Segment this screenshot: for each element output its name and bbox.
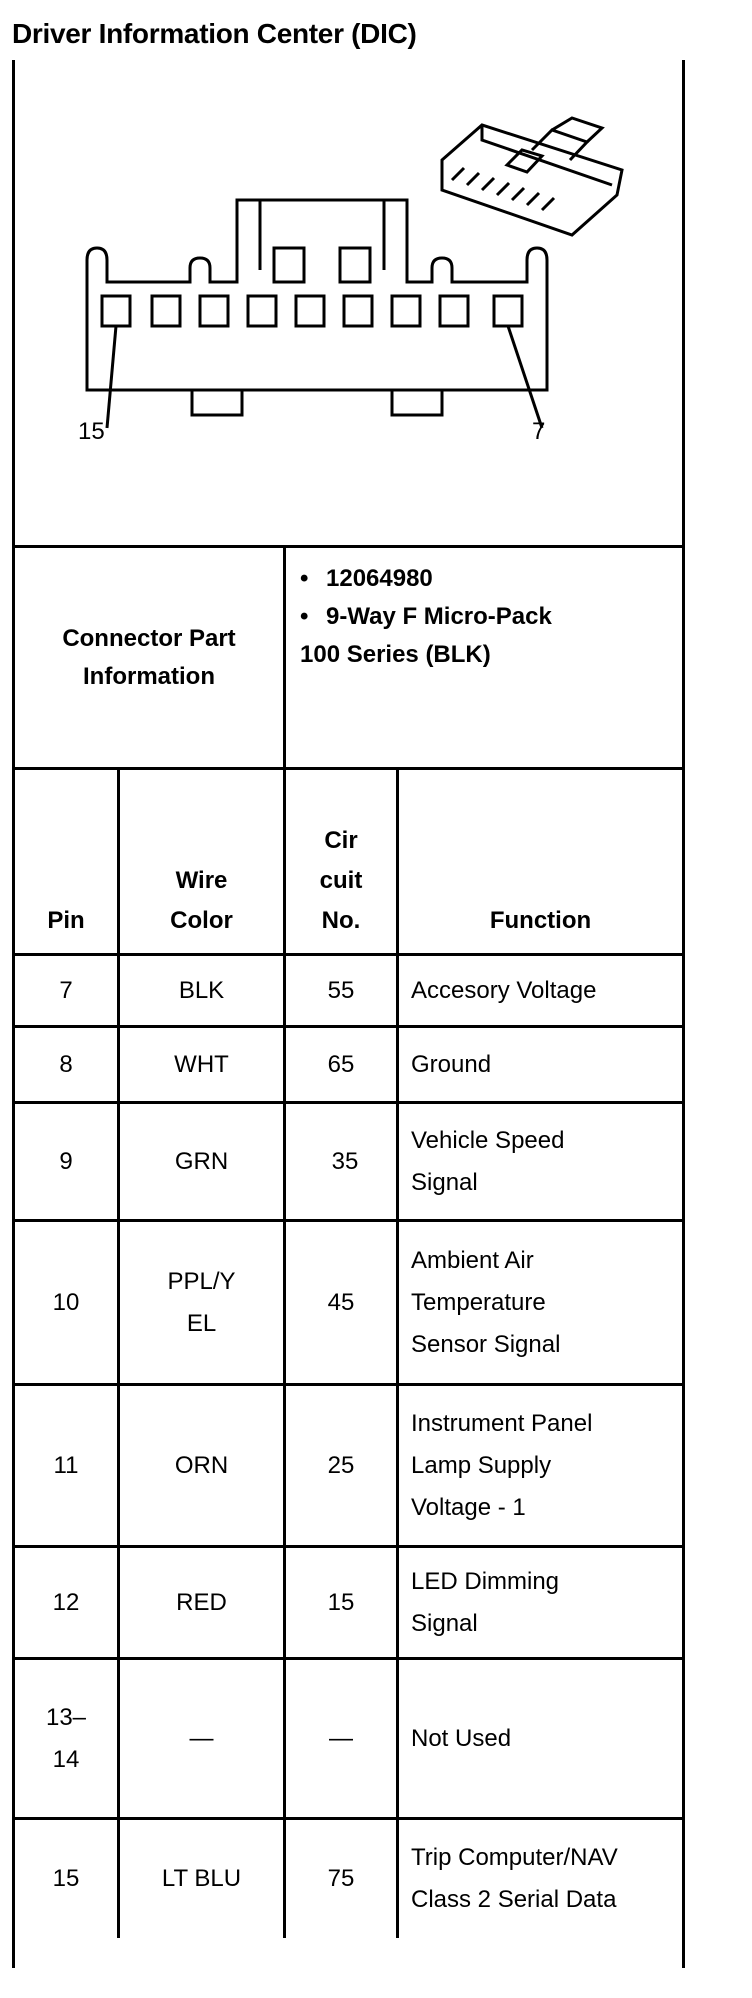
connector-type: 9-Way F Micro-Pack <box>326 603 552 630</box>
wire-cell: WHT <box>120 1028 286 1101</box>
page-title: Driver Information Center (DIC) <box>12 18 417 49</box>
circuit-cell: — <box>286 1660 399 1817</box>
circuit-cell: 55 <box>286 956 399 1025</box>
function-text: Instrument Panel Lamp Supply Voltage - 1 <box>411 1409 593 1521</box>
wire-cell <box>120 1222 286 1383</box>
header-wire-color-text: Wire Color <box>170 867 233 934</box>
connector-type-row <box>286 598 681 636</box>
pin-cell: 12 <box>12 1548 120 1657</box>
connector-diagram <box>12 60 685 548</box>
function-text: LED Dimming Signal <box>411 1567 560 1637</box>
connector-illustration <box>12 60 685 548</box>
function-cell <box>399 1386 685 1545</box>
circuit-cell: 25 <box>286 1386 399 1545</box>
function-cell <box>399 1548 685 1657</box>
function-text: Trip Computer/NAV Class 2 Serial Data <box>411 1844 618 1913</box>
wire-cell: GRN <box>120 1104 286 1219</box>
function-cell <box>399 1820 685 1938</box>
pin-cell <box>12 1660 120 1817</box>
circuit-cell: 65 <box>286 1028 399 1101</box>
header-wire-color <box>120 770 286 953</box>
part-info-details <box>286 560 681 674</box>
table-row <box>12 1660 685 1820</box>
connector-series: 100 Series (BLK) <box>300 641 491 668</box>
pin-cell: 8 <box>12 1028 120 1101</box>
pin-cell: 9 <box>12 1104 120 1219</box>
table-row <box>12 1222 685 1386</box>
header-circuit-no <box>286 770 399 953</box>
wire-text: PPL/Y EL <box>167 1267 236 1337</box>
wire-cell: ORN <box>120 1386 286 1545</box>
header-circuit-no-text: Cir cuit No. <box>319 827 363 934</box>
table-row <box>12 1548 685 1660</box>
wire-cell: BLK <box>120 956 286 1025</box>
circuit-cell: 15 <box>286 1548 399 1657</box>
function-cell: Not Used <box>399 1660 685 1817</box>
pin-cell: 15 <box>12 1820 120 1938</box>
pin-cell: 7 <box>12 956 120 1025</box>
connector-part-info <box>12 548 685 770</box>
part-number: 12064980 <box>326 565 433 592</box>
header-pin: Pin <box>12 770 120 953</box>
circuit-cell: 45 <box>286 1222 399 1383</box>
wire-cell: RED <box>120 1548 286 1657</box>
function-cell: Accesory Voltage <box>399 956 685 1025</box>
function-text: Ambient Air Temperature Sensor Signal <box>411 1246 561 1358</box>
table-header-row <box>12 770 685 956</box>
table-row <box>12 1820 685 1938</box>
circuit-cell: 75 <box>286 1820 399 1938</box>
pin-cell: 11 <box>12 1386 120 1545</box>
table-row <box>12 1028 685 1104</box>
function-cell: Ground <box>399 1028 685 1101</box>
part-info-label: Connector Part Information <box>15 548 286 767</box>
bullet-icon: • <box>300 603 309 630</box>
bullet-icon: • <box>300 565 309 592</box>
table-row <box>12 956 685 1028</box>
pin-label-7: 7 <box>532 418 546 445</box>
table-row <box>12 1386 685 1548</box>
wire-cell: — <box>120 1660 286 1817</box>
function-cell <box>399 1104 685 1219</box>
table-row <box>12 1104 685 1222</box>
pin-text: 13–14 <box>45 1703 87 1773</box>
function-text: Vehicle Speed Signal <box>411 1126 565 1196</box>
function-cell <box>399 1222 685 1383</box>
pin-label-15: 15 <box>78 418 105 445</box>
wire-cell: LT BLU <box>120 1820 286 1938</box>
pinout-table <box>12 770 685 1938</box>
part-number-row <box>286 560 681 598</box>
pin-cell: 10 <box>12 1222 120 1383</box>
header-function: Function <box>399 770 685 953</box>
circuit-cell: 35 <box>286 1104 399 1219</box>
